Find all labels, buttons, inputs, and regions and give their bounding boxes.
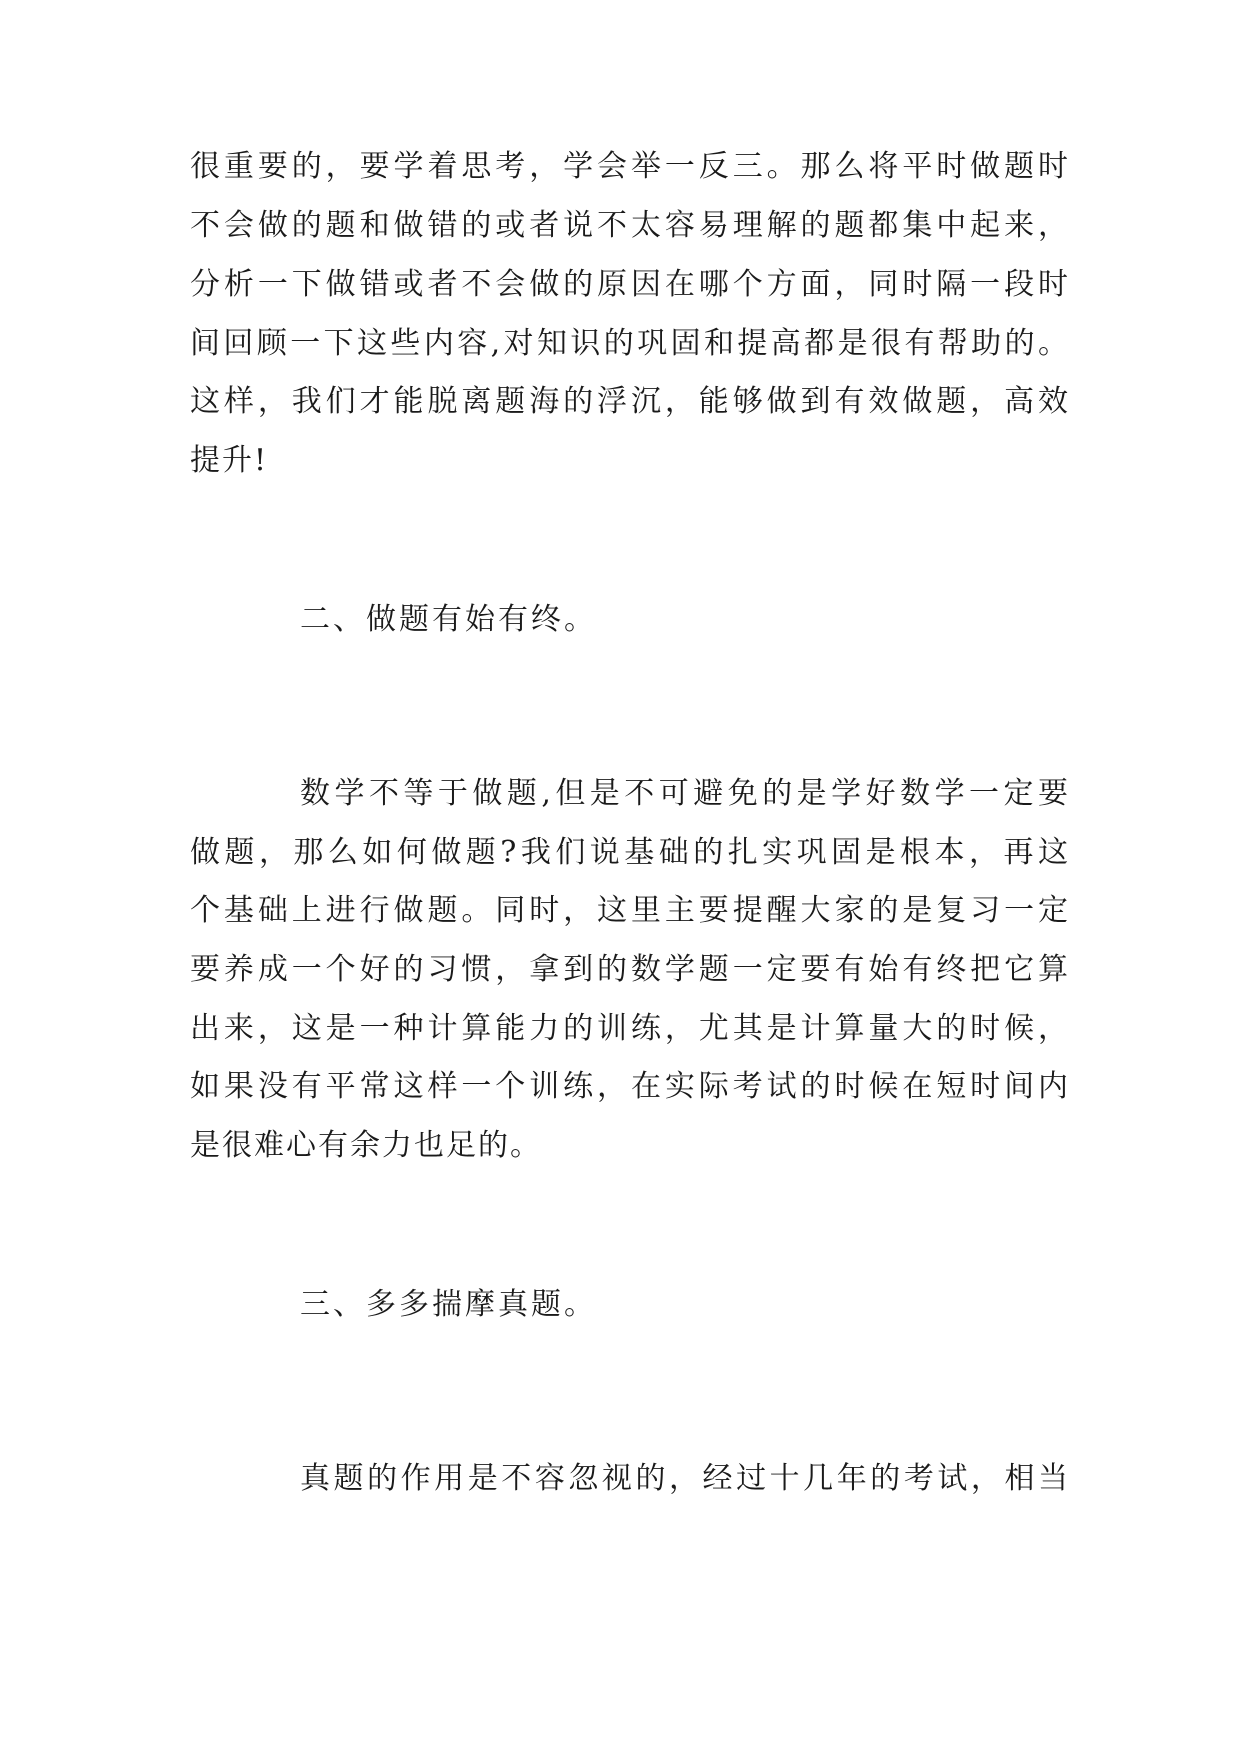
paragraph-line: 很重要的，要学着思考，学会举一反三。那么将平时做题时: [190, 149, 1070, 184]
paragraph-line: 出来，这是一种计算能力的训练，尤其是计算量大的时候，: [190, 1011, 1070, 1046]
paragraph-line: 如果没有平常这样一个训练，在实际考试的时候在短时间内: [190, 1069, 1070, 1104]
section-heading-2: 二、做题有始有终。: [300, 602, 597, 637]
paragraph-line: 间回顾一下这些内容,对知识的巩固和提高都是很有帮助的。: [190, 326, 1070, 361]
paragraph-line: 这样，我们才能脱离题海的浮沉，能够做到有效做题，高效: [190, 384, 1070, 419]
paragraph-line: 数学不等于做题,但是不可避免的是学好数学一定要: [300, 776, 1070, 811]
paragraph-line: 个基础上进行做题。同时，这里主要提醒大家的是复习一定: [190, 893, 1070, 928]
paragraph-line: 分析一下做错或者不会做的原因在哪个方面，同时隔一段时: [190, 267, 1070, 302]
paragraph-line: 提升!: [190, 443, 269, 478]
paragraph-line: 真题的作用是不容忽视的，经过十几年的考试，相当: [300, 1461, 1070, 1496]
paragraph-line: 要养成一个好的习惯，拿到的数学题一定要有始有终把它算: [190, 952, 1070, 987]
section-heading-3: 三、多多揣摩真题。: [300, 1287, 597, 1322]
paragraph-line: 是很难心有余力也足的。: [190, 1128, 542, 1163]
paragraph-line: 做题，那么如何做题?我们说基础的扎实巩固是根本，再这: [190, 835, 1070, 870]
paragraph-line: 不会做的题和做错的或者说不太容易理解的题都集中起来，: [190, 208, 1070, 243]
